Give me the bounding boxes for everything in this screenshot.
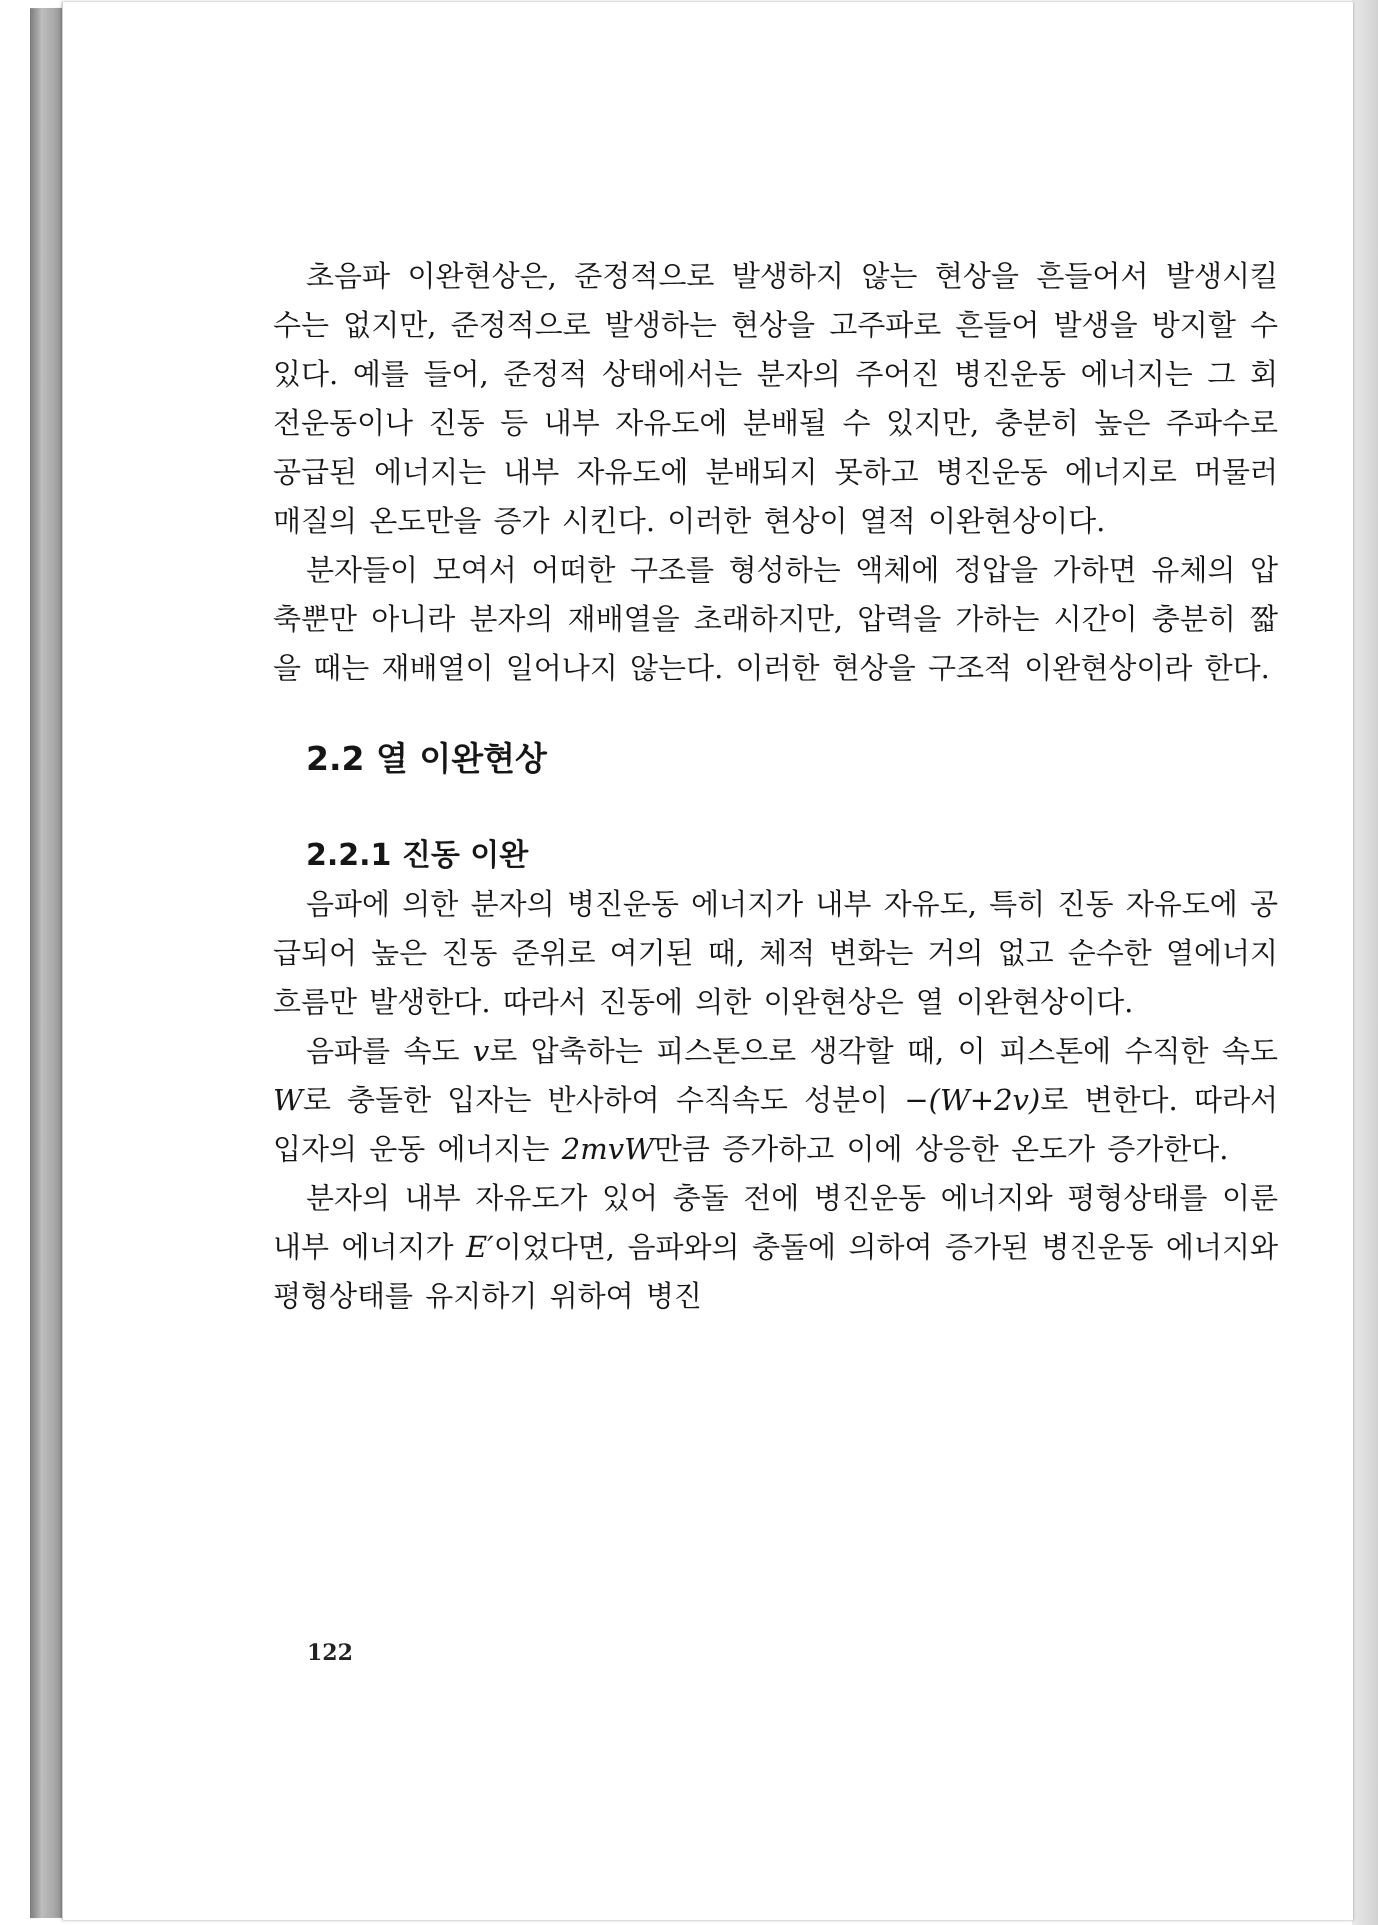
text-segment: 분자의 내부 자유도가 있어 충돌 전에 병진운동 에너지와 평형상태를 이룬 내부 에너지가 (273, 1181, 1278, 1264)
subsection-heading: 2.2.1 진동 이완 (306, 838, 529, 873)
paragraph-structural-relaxation: 분자들이 모여서 어떠한 구조를 형성하는 액체에 정압을 가하면 유체의 압축뿐만 아니라 분자의 재배열을 초래하지만, 압력을 가하는 시간이 충분히 짧을 때는 재배열이 일어나지 않는다. 이러한 현상을 구조적 이완현상이라 한다. (273, 553, 1278, 685)
text-segment: 로 충돌한 입자는 반사하여 수직속도 성분이 (302, 1083, 905, 1117)
section-heading: 2.2 열 이완현상 (306, 739, 547, 778)
text-segment: 만큼 증가하고 이에 상응한 온도가 증가한다. (653, 1132, 1229, 1166)
math-expression-velocity: −(W+2v) (904, 1083, 1041, 1117)
math-v: v (472, 1034, 490, 1068)
page-content (273, 252, 1278, 1321)
paragraph-internal-energy (273, 1174, 1278, 1321)
math-W: W (273, 1083, 303, 1117)
text-segment: 로 압축하는 피스톤으로 생각할 때, 이 피스톤에 수직한 속도 (489, 1034, 1278, 1068)
paragraph-vibrational-relaxation: 음파에 의한 분자의 병진운동 에너지가 내부 자유도, 특히 진동 자유도에 공급되어 높은 진동 준위로 여기된 때, 체적 변화는 거의 없고 순수한 열에너지 흐름만 발생한다. 따라서 진동에 의한 이완현상은 열 이완현상이다. (273, 887, 1278, 1019)
paragraph-ultrasonic-relaxation: 초음파 이완현상은, 준정적으로 발생하지 않는 현상을 흔들어서 발생시킬 수는 없지만, 준정적으로 발생하는 현상을 고주파로 흔들어 발생을 방지할 수 있다. 예를 들어, 준정적 상태에서는 분자의 주어진 병진운동 에너지는 그 회전운동이나 진동 등 내부 자유도에 분배될 수 있지만, 충분히 높은 주파수로 공급된 에너지는 내부 자유도에 분배되지 못하고 병진운동 에너지로 머물러 매질의 온도만을 증가 시킨다. 이러한 현상이 열적 이완현상이다. (273, 259, 1278, 538)
page-number: 122 (307, 1640, 353, 1666)
paragraph-piston-model (273, 1027, 1278, 1174)
text-segment: 음파를 속도 (306, 1034, 473, 1068)
math-E-prime: E′ (465, 1230, 494, 1264)
book-spine (30, 8, 64, 1918)
text-segment: 이었다면, 음파와의 충돌에 의하여 증가된 병진운동 에너지와 평형상태를 유지하기 위하여 병진 (273, 1230, 1278, 1313)
page-edge (1352, 0, 1378, 1925)
document-page (62, 2, 1353, 1920)
math-expression-energy: 2mvW (561, 1132, 654, 1166)
text-segment: 로 변한다. 따라서 입자의 운동 에너지는 (273, 1083, 1278, 1166)
